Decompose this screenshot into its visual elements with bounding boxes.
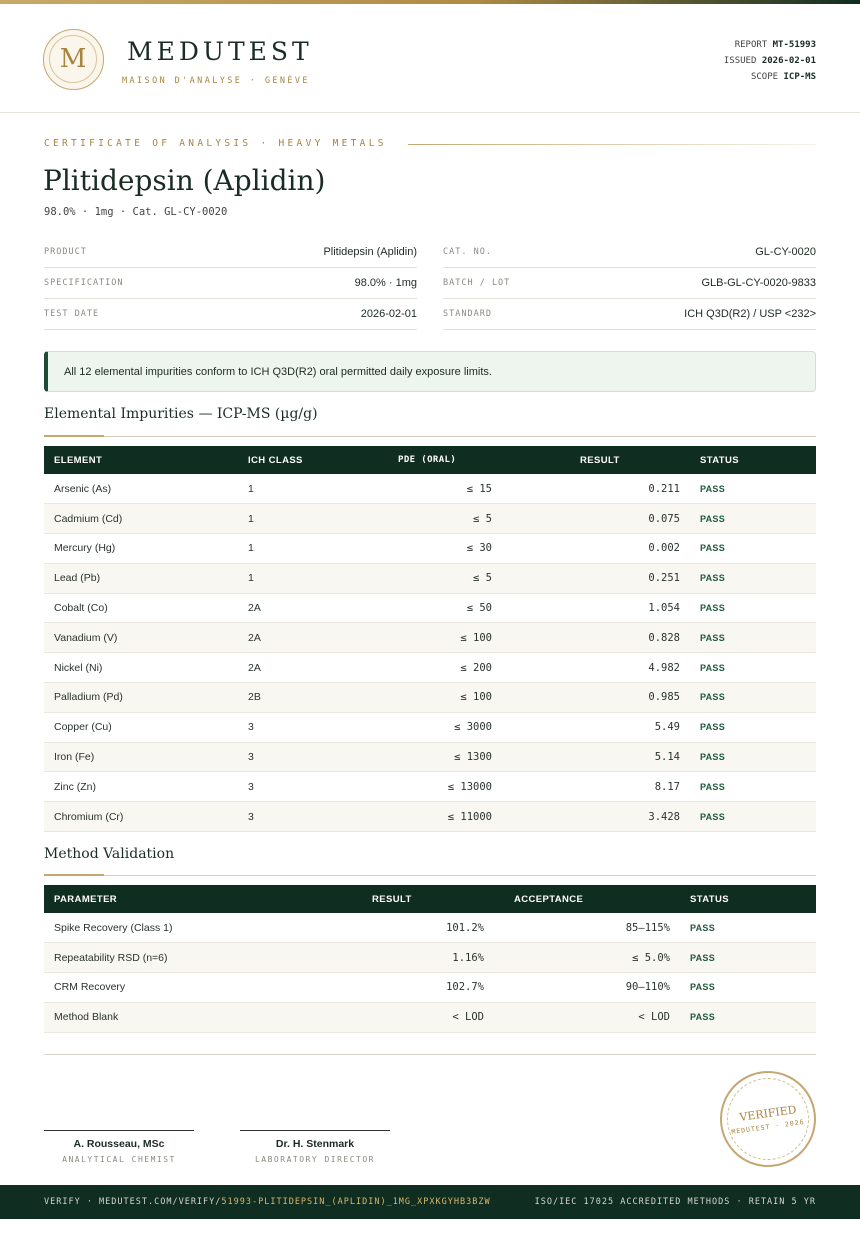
element-cell: Vanadium (V) bbox=[54, 631, 118, 644]
result-cell: 0.075 bbox=[648, 512, 680, 525]
kicker-divider bbox=[408, 144, 816, 145]
status-badge: PASS bbox=[700, 752, 726, 763]
element-cell: Chromium (Cr) bbox=[54, 810, 124, 823]
acceptance-cell: < LOD bbox=[638, 1011, 670, 1024]
column-header: ELEMENT bbox=[54, 454, 103, 466]
pde-cell: ≤ 5 bbox=[473, 572, 492, 585]
accreditation-note: ISO/IEC 17025 ACCREDITED METHODS · RETAIN 5 YR bbox=[534, 1197, 816, 1207]
validation-section-heading bbox=[44, 846, 816, 876]
table-row bbox=[44, 593, 816, 623]
acceptance-cell: 90–110% bbox=[625, 981, 670, 994]
status-badge: PASS bbox=[700, 543, 726, 554]
brand-tagline: MAISON D'ANALYSE · GENÈVE bbox=[122, 76, 310, 86]
element-cell: Zinc (Zn) bbox=[54, 780, 96, 793]
result-cell: 101.2% bbox=[446, 921, 484, 934]
status-badge: PASS bbox=[700, 722, 726, 733]
ich-class-cell: 2A bbox=[248, 602, 261, 615]
product-subtitle: 98.0% · 1mg · Cat. GL-CY-0020 bbox=[44, 206, 228, 218]
element-cell: Palladium (Pd) bbox=[54, 691, 123, 704]
status-badge: PASS bbox=[690, 1012, 716, 1023]
info-label: SPECIFICATION bbox=[44, 278, 124, 288]
parameter-cell: Method Blank bbox=[54, 1011, 119, 1024]
status-badge: PASS bbox=[700, 483, 726, 494]
pde-cell: ≤ 50 bbox=[466, 602, 492, 615]
scope: SCOPE ICP-MS bbox=[750, 72, 816, 82]
issue-date: ISSUED 2026-02-01 bbox=[723, 56, 816, 66]
parameter-cell: Spike Recovery (Class 1) bbox=[54, 921, 173, 934]
info-label: BATCH / LOT bbox=[443, 278, 511, 288]
section-title: Elemental Impurities — ICP-MS (µg/g) bbox=[44, 406, 318, 422]
pde-cell: ≤ 15 bbox=[466, 482, 492, 495]
result-cell: 0.828 bbox=[648, 631, 680, 644]
ich-class-cell: 3 bbox=[248, 751, 254, 764]
ich-class-cell: 3 bbox=[248, 721, 254, 734]
element-cell: Lead (Pb) bbox=[54, 572, 101, 585]
parameter-cell: Repeatability RSD (n=6) bbox=[54, 951, 168, 964]
status-badge: PASS bbox=[700, 692, 726, 703]
table-row bbox=[44, 534, 816, 564]
pde-cell: ≤ 5 bbox=[473, 512, 492, 525]
table-row bbox=[44, 563, 816, 593]
status-badge: PASS bbox=[690, 952, 716, 963]
info-row-standard bbox=[443, 299, 816, 330]
element-cell: Cadmium (Cd) bbox=[54, 512, 123, 525]
table-row bbox=[44, 943, 816, 973]
info-value: Plitidepsin (Aplidin) bbox=[323, 246, 417, 258]
impurities-section-heading bbox=[44, 406, 816, 437]
ich-class-cell: 1 bbox=[248, 572, 254, 585]
signature-block-chemist bbox=[44, 1130, 194, 1164]
table-row bbox=[44, 913, 816, 943]
element-cell: Cobalt (Co) bbox=[54, 602, 108, 615]
verification-footer bbox=[0, 1185, 860, 1219]
section-accent bbox=[44, 435, 104, 437]
result-cell: 5.49 bbox=[654, 721, 680, 734]
info-label: CAT. NO. bbox=[443, 247, 492, 257]
pde-cell: ≤ 100 bbox=[460, 691, 492, 704]
table-row bbox=[44, 683, 816, 713]
brand-logo bbox=[43, 29, 104, 90]
report-header bbox=[0, 4, 860, 113]
verify-code[interactable]: 51993-PLITIDEPSIN_(APLIDIN)_1MG_XPXKGYHB3BZW bbox=[221, 1197, 491, 1207]
table-row bbox=[44, 712, 816, 742]
section-title: Method Validation bbox=[44, 846, 175, 862]
info-label: TEST DATE bbox=[44, 309, 100, 319]
result-cell: 1.054 bbox=[648, 602, 680, 615]
table-row bbox=[44, 772, 816, 802]
column-header: PDE (ORAL) bbox=[398, 455, 457, 465]
pde-cell: ≤ 200 bbox=[460, 661, 492, 674]
acceptance-cell: ≤ 5.0% bbox=[632, 951, 670, 964]
column-header: STATUS bbox=[700, 454, 739, 466]
result-cell: 0.211 bbox=[648, 482, 680, 495]
verified-seal bbox=[720, 1071, 816, 1167]
column-header: RESULT bbox=[372, 893, 412, 905]
info-label: STANDARD bbox=[443, 309, 492, 319]
column-header: STATUS bbox=[690, 893, 729, 905]
table-row bbox=[44, 742, 816, 772]
info-row-batch bbox=[443, 268, 816, 299]
ich-class-cell: 2A bbox=[248, 631, 261, 644]
info-value: GL-CY-0020 bbox=[755, 246, 816, 258]
impurities-table bbox=[44, 446, 816, 832]
table-row bbox=[44, 802, 816, 832]
status-badge: PASS bbox=[700, 632, 726, 643]
result-cell: 0.002 bbox=[648, 542, 680, 555]
table-header-row bbox=[44, 446, 816, 474]
result-cell: 0.985 bbox=[648, 691, 680, 704]
product-title: Plitidepsin (Aplidin) bbox=[43, 164, 326, 197]
result-cell: < LOD bbox=[452, 1011, 484, 1024]
acceptance-cell: 85–115% bbox=[625, 921, 670, 934]
info-row-product bbox=[44, 237, 417, 268]
table-row bbox=[44, 623, 816, 653]
column-header: RESULT bbox=[580, 454, 620, 466]
element-cell: Copper (Cu) bbox=[54, 721, 112, 734]
ich-class-cell: 1 bbox=[248, 512, 254, 525]
ich-class-cell: 1 bbox=[248, 542, 254, 555]
section-accent bbox=[44, 874, 104, 876]
conformance-notice: All 12 elemental impurities conform to ICH Q3D(R2) oral permitted daily exposure limits. bbox=[44, 351, 816, 392]
report-number: REPORT MT-51993 bbox=[734, 40, 816, 50]
table-row bbox=[44, 1002, 816, 1032]
column-header: ICH CLASS bbox=[248, 454, 303, 466]
result-cell: 3.428 bbox=[648, 810, 680, 823]
signatory-role: LABORATORY DIRECTOR bbox=[254, 1155, 375, 1164]
element-cell: Iron (Fe) bbox=[54, 751, 95, 764]
seal-subtext: MEDUTEST · 2026 bbox=[730, 1117, 806, 1137]
info-value: 2026-02-01 bbox=[360, 308, 417, 320]
pde-cell: ≤ 100 bbox=[460, 631, 492, 644]
ich-class-cell: 2B bbox=[248, 691, 261, 704]
validation-table bbox=[44, 885, 816, 1033]
status-badge: PASS bbox=[700, 603, 726, 614]
ich-class-cell: 1 bbox=[248, 482, 254, 495]
info-grid-right bbox=[443, 237, 816, 330]
result-cell: 4.982 bbox=[648, 661, 680, 674]
pde-cell: ≤ 3000 bbox=[454, 721, 492, 734]
info-value: GLB-GL-CY-0020-9833 bbox=[701, 277, 816, 289]
result-cell: 1.16% bbox=[452, 951, 484, 964]
column-header: ACCEPTANCE bbox=[514, 893, 584, 905]
verify-link[interactable]: VERIFY · MEDUTEST.COM/VERIFY/51993-PLITIDEPSIN_(APLIDIN)_1MG_XPXKGYHB3BZW bbox=[44, 1197, 491, 1207]
info-value: ICH Q3D(R2) / USP <232> bbox=[684, 308, 816, 320]
info-row-cat-no bbox=[443, 237, 816, 268]
status-badge: PASS bbox=[700, 513, 726, 524]
seal-text: VERIFIED bbox=[738, 1103, 798, 1124]
element-cell: Mercury (Hg) bbox=[54, 542, 116, 555]
table-row bbox=[44, 504, 816, 534]
result-cell: 102.7% bbox=[446, 981, 484, 994]
column-header: PARAMETER bbox=[54, 893, 118, 905]
result-cell: 0.251 bbox=[648, 572, 680, 585]
status-badge: PASS bbox=[700, 662, 726, 673]
status-badge: PASS bbox=[700, 573, 726, 584]
pde-cell: ≤ 13000 bbox=[447, 780, 492, 793]
ich-class-cell: 3 bbox=[248, 780, 254, 793]
table-row bbox=[44, 653, 816, 683]
certificate-kicker: CERTIFICATE OF ANALYSIS · HEAVY METALS bbox=[44, 138, 387, 149]
report-meta bbox=[724, 37, 816, 85]
signatory-name: Dr. H. Stenmark bbox=[275, 1138, 355, 1150]
signatory-role: ANALYTICAL CHEMIST bbox=[62, 1155, 176, 1164]
table-header-row bbox=[44, 885, 816, 913]
result-cell: 5.14 bbox=[654, 751, 680, 764]
pde-cell: ≤ 11000 bbox=[447, 810, 492, 823]
table-row bbox=[44, 973, 816, 1003]
status-badge: PASS bbox=[690, 982, 716, 993]
signatory-name: A. Rousseau, MSc bbox=[73, 1138, 165, 1150]
status-badge: PASS bbox=[700, 811, 726, 822]
parameter-cell: CRM Recovery bbox=[54, 981, 126, 994]
info-row-specification bbox=[44, 268, 417, 299]
status-badge: PASS bbox=[690, 922, 716, 933]
element-cell: Arsenic (As) bbox=[54, 482, 112, 495]
pde-cell: ≤ 30 bbox=[466, 542, 492, 555]
table-row bbox=[44, 474, 816, 504]
brand-name: MEDUTEST bbox=[127, 37, 313, 66]
signature-block-director bbox=[240, 1130, 390, 1164]
info-label: PRODUCT bbox=[44, 247, 87, 257]
ich-class-cell: 3 bbox=[248, 810, 254, 823]
result-cell: 8.17 bbox=[654, 780, 680, 793]
logo-monogram: M bbox=[49, 35, 97, 83]
info-value: 98.0% · 1mg bbox=[354, 277, 417, 289]
element-cell: Nickel (Ni) bbox=[54, 661, 103, 674]
ich-class-cell: 2A bbox=[248, 661, 261, 674]
info-grid-left bbox=[44, 237, 417, 330]
pde-cell: ≤ 1300 bbox=[454, 751, 492, 764]
info-row-test-date bbox=[44, 299, 417, 330]
status-badge: PASS bbox=[700, 781, 726, 792]
signature-divider bbox=[44, 1054, 816, 1055]
